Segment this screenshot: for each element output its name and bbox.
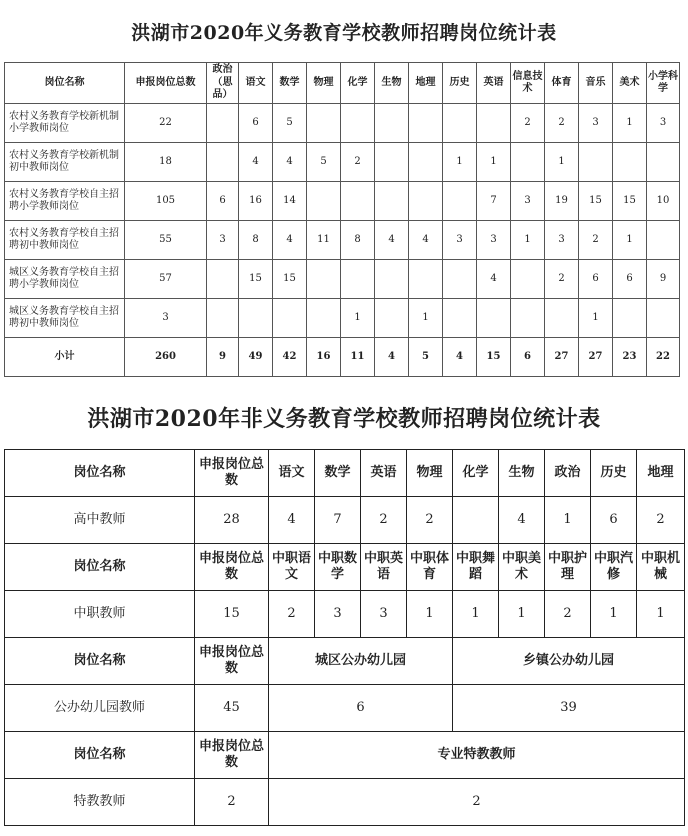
data-cell: 6: [579, 260, 613, 299]
data-cell: 2: [545, 260, 579, 299]
data-cell: [307, 299, 341, 338]
data-cell: 1: [443, 143, 477, 182]
header-cell: 中职美术: [499, 544, 545, 591]
table-row: [5, 299, 680, 338]
header-cell: 语文: [269, 450, 315, 497]
header-cell: 岗位名称: [5, 63, 125, 104]
data-cell: 3: [125, 299, 207, 338]
data-cell: 农村义务教育学校新机制初中教师岗位: [5, 143, 125, 182]
data-cell: [207, 260, 239, 299]
header-cell: 化学: [453, 450, 499, 497]
data-cell: 1: [511, 221, 545, 260]
data-cell: 5: [273, 104, 307, 143]
data-cell: 3: [545, 221, 579, 260]
data-cell: 55: [125, 221, 207, 260]
data-cell: 22: [125, 104, 207, 143]
data-cell: 45: [195, 685, 269, 732]
data-cell: [443, 299, 477, 338]
header-cell: 政治: [545, 450, 591, 497]
data-cell: 1: [613, 221, 647, 260]
data-cell: 2: [361, 497, 407, 544]
data-cell: 2: [269, 779, 685, 826]
total-cell: 23: [613, 338, 647, 377]
data-cell: 中职教师: [5, 591, 195, 638]
data-cell: [453, 497, 499, 544]
header-cell: 专业特教教师: [269, 732, 685, 779]
data-cell: 2: [407, 497, 453, 544]
data-cell: 6: [207, 182, 239, 221]
data-cell: 2: [269, 591, 315, 638]
header-cell: 岗位名称: [5, 544, 195, 591]
header-cell: 中职数学: [315, 544, 361, 591]
header-cell: 数学: [315, 450, 361, 497]
header-cell: 小学科学: [647, 63, 680, 104]
header-cell: 历史: [443, 63, 477, 104]
data-cell: 1: [613, 104, 647, 143]
data-cell: 105: [125, 182, 207, 221]
data-cell: 2: [545, 591, 591, 638]
data-cell: 28: [195, 497, 269, 544]
header-cell: 中职护理: [545, 544, 591, 591]
table2-title: 洪湖市2020年非义务教育学校教师招聘岗位统计表: [87, 406, 601, 432]
high-school-row: [5, 497, 685, 544]
header-cell: 物理: [307, 63, 341, 104]
data-cell: [375, 260, 409, 299]
total-cell: 11: [341, 338, 375, 377]
header-cell: 物理: [407, 450, 453, 497]
kindergarten-row: [5, 685, 685, 732]
header-cell: 历史: [591, 450, 637, 497]
header-cell: 申报岗位总数: [195, 638, 269, 685]
data-cell: 2: [341, 143, 375, 182]
compulsory-education-table: [4, 62, 680, 377]
total-cell: 6: [511, 338, 545, 377]
header-cell: 申报岗位总数: [125, 63, 207, 104]
data-cell: [207, 104, 239, 143]
header-cell: 数学: [273, 63, 307, 104]
data-cell: 6: [613, 260, 647, 299]
header-cell: 岗位名称: [5, 638, 195, 685]
header-cell: 地理: [409, 63, 443, 104]
header-cell: 美术: [613, 63, 647, 104]
data-cell: [443, 104, 477, 143]
data-cell: 4: [269, 497, 315, 544]
header-cell: 乡镇公办幼儿园: [453, 638, 685, 685]
table-row: [5, 143, 680, 182]
header-cell: 岗位名称: [5, 450, 195, 497]
data-cell: 城区义务教育学校自主招聘小学教师岗位: [5, 260, 125, 299]
data-cell: [409, 182, 443, 221]
data-cell: 18: [125, 143, 207, 182]
data-cell: 6: [239, 104, 273, 143]
data-cell: [273, 299, 307, 338]
data-cell: [511, 143, 545, 182]
data-cell: 15: [195, 591, 269, 638]
data-cell: [341, 104, 375, 143]
data-cell: 4: [499, 497, 545, 544]
header-row: [5, 63, 680, 104]
data-cell: 3: [315, 591, 361, 638]
header-cell: 中职体育: [407, 544, 453, 591]
data-cell: [239, 299, 273, 338]
data-cell: 4: [239, 143, 273, 182]
data-cell: 2: [511, 104, 545, 143]
data-cell: [375, 182, 409, 221]
header-cell: 英语: [477, 63, 511, 104]
data-cell: 4: [477, 260, 511, 299]
data-cell: 7: [315, 497, 361, 544]
data-cell: [409, 104, 443, 143]
data-cell: [341, 260, 375, 299]
total-cell: 4: [375, 338, 409, 377]
data-cell: 6: [591, 497, 637, 544]
total-cell: 小计: [5, 338, 125, 377]
special-ed-row: [5, 779, 685, 826]
header-cell: 城区公办幼儿园: [269, 638, 453, 685]
table-row: [5, 260, 680, 299]
total-cell: 260: [125, 338, 207, 377]
total-cell: 4: [443, 338, 477, 377]
total-cell: 27: [579, 338, 613, 377]
data-cell: [511, 299, 545, 338]
data-cell: 1: [579, 299, 613, 338]
data-cell: 15: [613, 182, 647, 221]
data-cell: 8: [239, 221, 273, 260]
data-cell: 39: [453, 685, 685, 732]
data-cell: 1: [591, 591, 637, 638]
data-cell: [375, 143, 409, 182]
data-cell: 公办幼儿园教师: [5, 685, 195, 732]
table1-title: 洪湖市2020年义务教育学校教师招聘岗位统计表: [131, 22, 557, 44]
total-cell: 15: [477, 338, 511, 377]
data-cell: 4: [409, 221, 443, 260]
data-cell: 农村义务教育学校自主招聘小学教师岗位: [5, 182, 125, 221]
data-cell: 9: [647, 260, 680, 299]
data-cell: 4: [273, 221, 307, 260]
data-cell: 15: [273, 260, 307, 299]
total-cell: 27: [545, 338, 579, 377]
header-cell: 生物: [375, 63, 409, 104]
data-cell: 农村义务教育学校新机制小学教师岗位: [5, 104, 125, 143]
header-cell: 申报岗位总数: [195, 732, 269, 779]
data-cell: [409, 143, 443, 182]
data-cell: 7: [477, 182, 511, 221]
data-cell: 1: [407, 591, 453, 638]
header-cell: 中职语文: [269, 544, 315, 591]
data-cell: 1: [409, 299, 443, 338]
header-cell: 中职英语: [361, 544, 407, 591]
data-cell: [443, 260, 477, 299]
data-cell: 3: [361, 591, 407, 638]
data-cell: [545, 299, 579, 338]
high-school-header-row: [5, 450, 685, 497]
data-cell: 6: [269, 685, 453, 732]
data-cell: 3: [511, 182, 545, 221]
kindergarten-header-row: [5, 638, 685, 685]
non-compulsory-education-table: [4, 449, 685, 826]
data-cell: 1: [453, 591, 499, 638]
total-row: [5, 338, 680, 377]
data-cell: 特教教师: [5, 779, 195, 826]
data-cell: 57: [125, 260, 207, 299]
data-cell: 5: [307, 143, 341, 182]
data-cell: 1: [499, 591, 545, 638]
data-cell: 1: [637, 591, 685, 638]
data-cell: 14: [273, 182, 307, 221]
data-cell: [307, 260, 341, 299]
data-cell: 2: [637, 497, 685, 544]
data-cell: 城区义务教育学校自主招聘初中教师岗位: [5, 299, 125, 338]
header-cell: 地理: [637, 450, 685, 497]
table-row: [5, 104, 680, 143]
data-cell: 2: [195, 779, 269, 826]
header-cell: 中职舞蹈: [453, 544, 499, 591]
data-cell: [375, 299, 409, 338]
data-cell: 8: [341, 221, 375, 260]
data-cell: [307, 104, 341, 143]
header-cell: 政治（思品）: [207, 63, 239, 104]
special-ed-header-row: [5, 732, 685, 779]
data-cell: 1: [545, 143, 579, 182]
data-cell: [409, 260, 443, 299]
data-cell: 3: [477, 221, 511, 260]
data-cell: [613, 143, 647, 182]
data-cell: 3: [443, 221, 477, 260]
data-cell: 11: [307, 221, 341, 260]
data-cell: [341, 182, 375, 221]
header-cell: 信息技术: [511, 63, 545, 104]
total-cell: 42: [273, 338, 307, 377]
vocational-row: [5, 591, 685, 638]
total-cell: 22: [647, 338, 680, 377]
data-cell: 农村义务教育学校自主招聘初中教师岗位: [5, 221, 125, 260]
data-cell: 16: [239, 182, 273, 221]
data-cell: [443, 182, 477, 221]
table-row: [5, 182, 680, 221]
data-cell: [477, 299, 511, 338]
header-cell: 语文: [239, 63, 273, 104]
total-cell: 49: [239, 338, 273, 377]
header-cell: 岗位名称: [5, 732, 195, 779]
data-cell: [207, 299, 239, 338]
data-cell: [477, 104, 511, 143]
header-cell: 中职机械: [637, 544, 685, 591]
header-cell: 化学: [341, 63, 375, 104]
data-cell: 4: [375, 221, 409, 260]
data-cell: [647, 143, 680, 182]
data-cell: 10: [647, 182, 680, 221]
data-cell: [579, 143, 613, 182]
data-cell: 15: [579, 182, 613, 221]
data-cell: [613, 299, 647, 338]
data-cell: [207, 143, 239, 182]
data-cell: 15: [239, 260, 273, 299]
header-cell: 申报岗位总数: [195, 450, 269, 497]
data-cell: 2: [579, 221, 613, 260]
data-cell: 2: [545, 104, 579, 143]
header-cell: 生物: [499, 450, 545, 497]
data-cell: 1: [477, 143, 511, 182]
data-cell: 3: [647, 104, 680, 143]
total-cell: 16: [307, 338, 341, 377]
data-cell: 3: [207, 221, 239, 260]
total-cell: 5: [409, 338, 443, 377]
data-cell: 4: [273, 143, 307, 182]
data-cell: [307, 182, 341, 221]
vocational-header-row: [5, 544, 685, 591]
header-cell: 英语: [361, 450, 407, 497]
data-cell: 19: [545, 182, 579, 221]
data-cell: [375, 104, 409, 143]
data-cell: 高中教师: [5, 497, 195, 544]
table-row: [5, 221, 680, 260]
header-cell: 音乐: [579, 63, 613, 104]
header-cell: 中职汽修: [591, 544, 637, 591]
header-cell: 体育: [545, 63, 579, 104]
data-cell: 3: [579, 104, 613, 143]
data-cell: [647, 299, 680, 338]
data-cell: [647, 221, 680, 260]
data-cell: [511, 260, 545, 299]
header-cell: 申报岗位总数: [195, 544, 269, 591]
data-cell: 1: [341, 299, 375, 338]
data-cell: 1: [545, 497, 591, 544]
total-cell: 9: [207, 338, 239, 377]
